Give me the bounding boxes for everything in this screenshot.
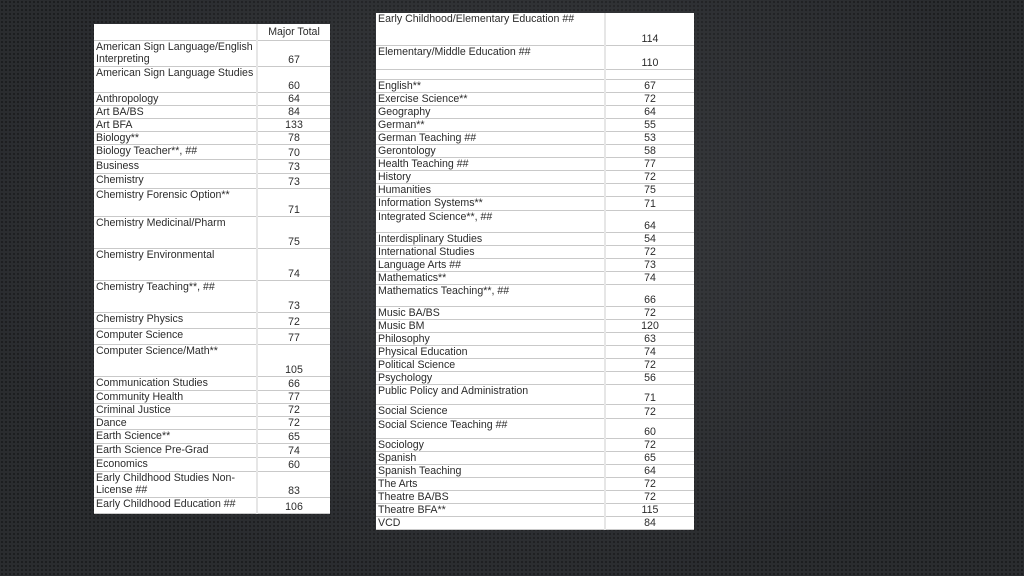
major-name: Chemistry xyxy=(94,174,257,189)
table-row xyxy=(376,371,694,384)
table-row xyxy=(94,93,330,106)
table-row xyxy=(94,189,330,217)
major-name: Earth Science** xyxy=(94,430,257,444)
major-total: 54 xyxy=(605,232,694,245)
major-total: 64 xyxy=(605,464,694,477)
major-totals-table-left xyxy=(94,24,330,514)
table-row xyxy=(376,284,694,306)
major-name: Community Health xyxy=(94,391,257,404)
major-total: 72 xyxy=(257,313,330,329)
major-totals-table-right xyxy=(376,13,694,530)
major-total: 105 xyxy=(257,345,330,377)
major-total: 71 xyxy=(257,189,330,217)
major-total: 73 xyxy=(605,258,694,271)
major-name: Interdisplinary Studies xyxy=(376,232,605,245)
major-name: The Arts xyxy=(376,477,605,490)
major-name: Theatre BFA** xyxy=(376,503,605,516)
table-row xyxy=(376,358,694,371)
major-name: American Sign Language/English Interpreting xyxy=(94,41,257,67)
major-name: Chemistry Physics xyxy=(94,313,257,329)
table-row xyxy=(94,329,330,345)
major-name: Mathematics Teaching**, ## xyxy=(376,284,605,306)
major-total: 65 xyxy=(605,451,694,464)
major-name: History xyxy=(376,170,605,183)
major-name xyxy=(376,69,605,79)
major-total: 84 xyxy=(257,106,330,119)
table-row xyxy=(376,69,694,79)
major-name: American Sign Language Studies xyxy=(94,67,257,93)
major-total xyxy=(605,69,694,79)
table-row xyxy=(94,281,330,313)
major-name: Social Science Teaching ## xyxy=(376,418,605,438)
major-name: Dance xyxy=(94,417,257,430)
table-row xyxy=(94,217,330,249)
table-row xyxy=(376,490,694,503)
major-name: Theatre BA/BS xyxy=(376,490,605,503)
major-name: Music BA/BS xyxy=(376,306,605,319)
major-total: 74 xyxy=(257,249,330,281)
major-name: Philosophy xyxy=(376,332,605,345)
header-major-total: Major Total xyxy=(257,24,330,41)
table-row xyxy=(94,430,330,444)
major-total: 72 xyxy=(605,490,694,503)
table-row xyxy=(376,271,694,284)
major-total: 67 xyxy=(605,79,694,92)
major-total: 73 xyxy=(257,160,330,174)
major-name: Computer Science/Math** xyxy=(94,345,257,377)
major-name: Mathematics** xyxy=(376,271,605,284)
major-name: Communication Studies xyxy=(94,377,257,391)
major-total: 72 xyxy=(605,92,694,105)
table-row xyxy=(94,377,330,391)
major-name: English** xyxy=(376,79,605,92)
table-row xyxy=(376,13,694,45)
table-row xyxy=(376,418,694,438)
major-total: 71 xyxy=(605,384,694,404)
major-total: 72 xyxy=(605,438,694,451)
major-total: 110 xyxy=(605,45,694,69)
major-name: Biology** xyxy=(94,132,257,145)
major-total: 64 xyxy=(257,93,330,106)
major-name: Art BFA xyxy=(94,119,257,132)
major-name: Earth Science Pre-Grad xyxy=(94,444,257,458)
major-name: International Studies xyxy=(376,245,605,258)
table-row xyxy=(376,319,694,332)
major-total: 75 xyxy=(257,217,330,249)
major-name: Economics xyxy=(94,458,257,472)
major-total: 58 xyxy=(605,144,694,157)
table-row xyxy=(94,444,330,458)
major-name: Chemistry Environmental xyxy=(94,249,257,281)
major-name: Chemistry Teaching**, ## xyxy=(94,281,257,313)
table-row xyxy=(94,160,330,174)
major-name: Political Science xyxy=(376,358,605,371)
major-name: Integrated Science**, ## xyxy=(376,210,605,232)
major-total: 83 xyxy=(257,472,330,498)
table-row xyxy=(376,105,694,118)
table-row xyxy=(94,458,330,472)
major-name: Early Childhood Education ## xyxy=(94,498,257,514)
major-total: 74 xyxy=(605,345,694,358)
major-total: 55 xyxy=(605,118,694,131)
table-row xyxy=(94,145,330,160)
major-name: Art BA/BS xyxy=(94,106,257,119)
major-name: Criminal Justice xyxy=(94,404,257,417)
table-row xyxy=(376,170,694,183)
major-name: Music BM xyxy=(376,319,605,332)
major-name: Early Childhood Studies Non-License ## xyxy=(94,472,257,498)
table-row xyxy=(376,118,694,131)
table-row xyxy=(94,67,330,93)
table-row xyxy=(94,391,330,404)
major-total: 77 xyxy=(257,329,330,345)
major-name: Early Childhood/Elementary Education ## xyxy=(376,13,605,45)
major-total: 133 xyxy=(257,119,330,132)
table-row xyxy=(94,472,330,498)
major-name: Anthropology xyxy=(94,93,257,106)
table-row xyxy=(94,132,330,145)
major-name: Elementary/Middle Education ## xyxy=(376,45,605,69)
major-name: Chemistry Medicinal/Pharm xyxy=(94,217,257,249)
major-total: 60 xyxy=(605,418,694,438)
major-total: 72 xyxy=(605,358,694,371)
major-name: VCD xyxy=(376,516,605,529)
table-row xyxy=(376,210,694,232)
major-name: Humanities xyxy=(376,183,605,196)
table-row xyxy=(94,249,330,281)
major-name: Biology Teacher**, ## xyxy=(94,145,257,160)
major-name: Gerontology xyxy=(376,144,605,157)
major-name: Language Arts ## xyxy=(376,258,605,271)
table-row xyxy=(376,503,694,516)
table-row xyxy=(94,313,330,329)
major-total: 64 xyxy=(605,210,694,232)
table-row xyxy=(94,119,330,132)
major-total: 72 xyxy=(605,170,694,183)
table-row xyxy=(94,174,330,189)
major-total: 77 xyxy=(257,391,330,404)
table-row xyxy=(376,183,694,196)
table-header-row xyxy=(94,24,330,41)
table-row xyxy=(376,45,694,69)
table-row xyxy=(376,306,694,319)
table-row xyxy=(376,451,694,464)
major-name: German Teaching ## xyxy=(376,131,605,144)
table-row xyxy=(376,232,694,245)
major-name: Physical Education xyxy=(376,345,605,358)
table-row xyxy=(376,245,694,258)
major-total: 114 xyxy=(605,13,694,45)
major-total: 72 xyxy=(605,404,694,418)
major-total: 56 xyxy=(605,371,694,384)
major-total: 53 xyxy=(605,131,694,144)
table-row xyxy=(94,345,330,377)
table-row xyxy=(376,516,694,529)
major-total: 72 xyxy=(605,477,694,490)
major-total: 72 xyxy=(257,417,330,430)
major-total: 84 xyxy=(605,516,694,529)
major-total: 71 xyxy=(605,196,694,210)
table-row xyxy=(376,144,694,157)
table-row xyxy=(94,106,330,119)
table-row xyxy=(376,438,694,451)
table-row xyxy=(376,92,694,105)
major-name: Social Science xyxy=(376,404,605,418)
major-total: 67 xyxy=(257,41,330,67)
header-name-cell xyxy=(94,24,257,41)
major-total: 74 xyxy=(257,444,330,458)
major-name: German** xyxy=(376,118,605,131)
table-row xyxy=(376,477,694,490)
table-row xyxy=(94,41,330,67)
major-name: Psychology xyxy=(376,371,605,384)
major-name: Public Policy and Administration xyxy=(376,384,605,404)
major-total: 63 xyxy=(605,332,694,345)
table-row xyxy=(376,345,694,358)
table-row xyxy=(376,464,694,477)
major-total: 72 xyxy=(257,404,330,417)
table-row xyxy=(94,404,330,417)
major-total: 72 xyxy=(605,245,694,258)
major-name: Geography xyxy=(376,105,605,118)
major-total: 115 xyxy=(605,503,694,516)
major-total: 72 xyxy=(605,306,694,319)
major-name: Exercise Science** xyxy=(376,92,605,105)
table-row xyxy=(376,157,694,170)
table-row xyxy=(376,384,694,404)
major-total: 66 xyxy=(605,284,694,306)
major-total: 66 xyxy=(257,377,330,391)
table-row xyxy=(376,196,694,210)
table-row xyxy=(376,131,694,144)
table-row xyxy=(376,404,694,418)
major-total: 65 xyxy=(257,430,330,444)
major-total: 73 xyxy=(257,281,330,313)
major-total: 74 xyxy=(605,271,694,284)
table-row xyxy=(94,417,330,430)
table-row xyxy=(376,258,694,271)
table-row xyxy=(376,332,694,345)
major-name: Business xyxy=(94,160,257,174)
major-total: 75 xyxy=(605,183,694,196)
major-total: 120 xyxy=(605,319,694,332)
major-total: 64 xyxy=(605,105,694,118)
major-total: 70 xyxy=(257,145,330,160)
major-total: 73 xyxy=(257,174,330,189)
major-name: Computer Science xyxy=(94,329,257,345)
table-row xyxy=(376,79,694,92)
major-total: 78 xyxy=(257,132,330,145)
major-name: Information Systems** xyxy=(376,196,605,210)
major-total: 60 xyxy=(257,67,330,93)
major-name: Spanish Teaching xyxy=(376,464,605,477)
major-name: Sociology xyxy=(376,438,605,451)
major-total: 77 xyxy=(605,157,694,170)
major-total: 106 xyxy=(257,498,330,514)
major-name: Chemistry Forensic Option** xyxy=(94,189,257,217)
major-name: Spanish xyxy=(376,451,605,464)
table-row xyxy=(94,498,330,514)
major-name: Health Teaching ## xyxy=(376,157,605,170)
major-total: 60 xyxy=(257,458,330,472)
